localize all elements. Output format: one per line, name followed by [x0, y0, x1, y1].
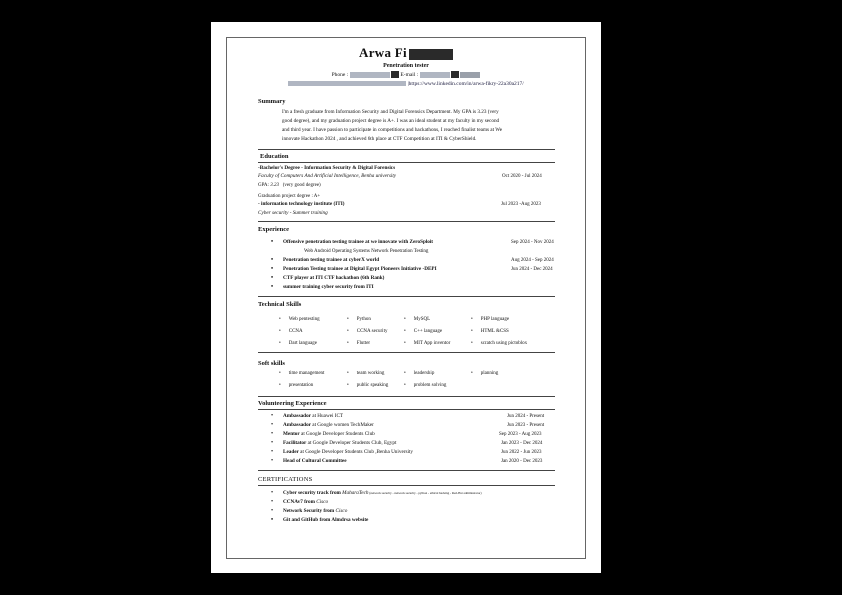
soft-skill: • time management [279, 369, 324, 378]
certification-item: • Network Security from Cisco [283, 507, 347, 516]
grad-project: Graduation project degree : A+ [258, 194, 321, 199]
technical-heading: Technical Skills [258, 301, 302, 308]
linkedin-line: |https://www.linkedin.com/in/arwa-fikry-22a30a217/ [227, 81, 585, 87]
volunteer-date: Jun 2022 - Jun 2023 [501, 450, 542, 455]
volunteering-heading: Volunteering Experience [258, 400, 327, 407]
skill: • CCNA [279, 327, 303, 336]
volunteer-item: • Mentor at Google Developer Students Club [283, 430, 375, 439]
volunteer-item: • Facilitator at Google Developer Students Club, Egypt [283, 439, 396, 448]
certification-item: • CCNAv7 from Cisco [283, 498, 328, 507]
divider [258, 396, 555, 397]
experience-date: Jun 2024 - Dec 2024 [511, 267, 553, 272]
skill: • Python [347, 315, 371, 324]
degree-faculty: Faculty of Computers And Artificial Intelligence, Benha university [258, 173, 397, 179]
skill: • Web pentesting [279, 315, 320, 324]
education-heading: Education [260, 153, 289, 160]
resume-page [211, 22, 601, 573]
skill: • C++ language [404, 327, 442, 336]
soft-skill: • presentation [279, 381, 313, 390]
contact-line: Phone : E-mail : [227, 71, 585, 78]
volunteer-date: Sep 2023 - Aug 2023 [499, 432, 542, 437]
experience-item: • Offensive penetration testing trainee at we innovate with ZeroSploit [283, 238, 433, 247]
experience-item: • CTF player at ITI CTF hackathon (6th Rank) [283, 274, 384, 283]
skill: • CCNA security [347, 327, 387, 336]
skill: • MIT App inventor [404, 339, 450, 348]
divider [258, 352, 555, 353]
iti-date: Jul 2023 -Aug 2023 [501, 202, 541, 207]
experience-subitems: Web Android Operating Systems Network Penetration Testing [304, 249, 429, 254]
soft-skill: • team working [347, 369, 384, 378]
skill: • Dart language [279, 339, 317, 348]
skill: • PHP language [471, 315, 509, 324]
volunteer-date: Jan 2020 - Dec 2023 [501, 459, 543, 464]
iti-title: - information technology institute (ITI) [258, 201, 345, 207]
divider [258, 485, 555, 486]
skill: • HTML &CSS [471, 327, 509, 336]
experience-item: • summer training cyber security from ITI [283, 283, 374, 292]
divider [258, 221, 555, 222]
soft-skill: • public speaking [347, 381, 388, 390]
skill: • Flutter [347, 339, 370, 348]
linkedin-link[interactable]: https://www.linkedin.com/in/arwa-fikry-22a30a217/ [408, 81, 524, 87]
divider [258, 470, 555, 471]
soft-heading: Soft skills [258, 360, 285, 367]
job-title: Penetration tester [383, 63, 429, 69]
volunteer-date: Jun 2023 - Present [507, 423, 545, 428]
divider [258, 162, 555, 163]
skill: • scratch using pictoblox [471, 339, 527, 348]
candidate-name: Arwa Fi [227, 45, 585, 61]
summary-text: I'm a fresh graduate from Information Security and Digital Forensics Department. My GPA is 3.23 (very good degree), and my graduation project degree is A+. I was an ideal student at my faculty in my second and third year. I have passion to participate in competitions and hackathons, I reached finalist teams at We innovate Hackathon 2024 , and achieved 6th place at CTF Competition at ITI & CyberShield. [282, 109, 503, 142]
skill: • MySQL [404, 315, 430, 324]
volunteer-item: • Ambassador at Huawei ICT [283, 412, 343, 421]
summary-heading: Summary [258, 98, 286, 105]
volunteer-date: Jun 2024 - Present [507, 414, 545, 419]
soft-skill: • problem solving [404, 381, 446, 390]
certifications-heading: CERTIFICATIONS [258, 476, 313, 483]
volunteer-item: • Head of Cultural Committee [283, 457, 347, 466]
soft-skill: • planning [471, 369, 498, 378]
volunteer-item: • Leader at Google Developer Students Club ,Benha University [283, 448, 413, 457]
experience-date: Sep 2024 - Nov 2024 [511, 240, 554, 245]
degree-title: -Bachelor's Degree - Information Security & Digital Forensics [258, 165, 396, 171]
experience-item: • Penetration testing trainee at cyberX world [283, 256, 379, 265]
redacted-phone [350, 72, 390, 78]
divider [258, 409, 555, 410]
experience-item: • Penetration Testing trainee at Digital Egypt Pioneers Initiative -DEPI [283, 265, 437, 274]
volunteer-date: Jan 2023 - Dec 2024 [501, 441, 543, 446]
soft-skill: • leadership [404, 369, 434, 378]
volunteer-item: • Ambassador at Google women TechMaker [283, 421, 374, 430]
experience-heading: Experience [258, 226, 290, 233]
experience-date: Aug 2024 - Sep 2024 [511, 258, 554, 263]
divider [258, 149, 555, 150]
certification-item: • Cyber security track from MaharaTech (network security - network security - python - ethical hacking - Red-Hat administrator) [283, 489, 482, 498]
redacted-link [288, 81, 406, 86]
iti-track: Cyber security - Summer training [258, 210, 328, 216]
redacted-surname [409, 49, 453, 60]
gpa: GPA: 3.23 (very good degree) [258, 183, 321, 188]
divider [258, 296, 555, 297]
resume-border [226, 37, 586, 559]
certification-item: • Git and GitHub from Almdrsa website [283, 516, 368, 525]
degree-date: Oct 2020 - Jul 2024 [502, 174, 542, 179]
